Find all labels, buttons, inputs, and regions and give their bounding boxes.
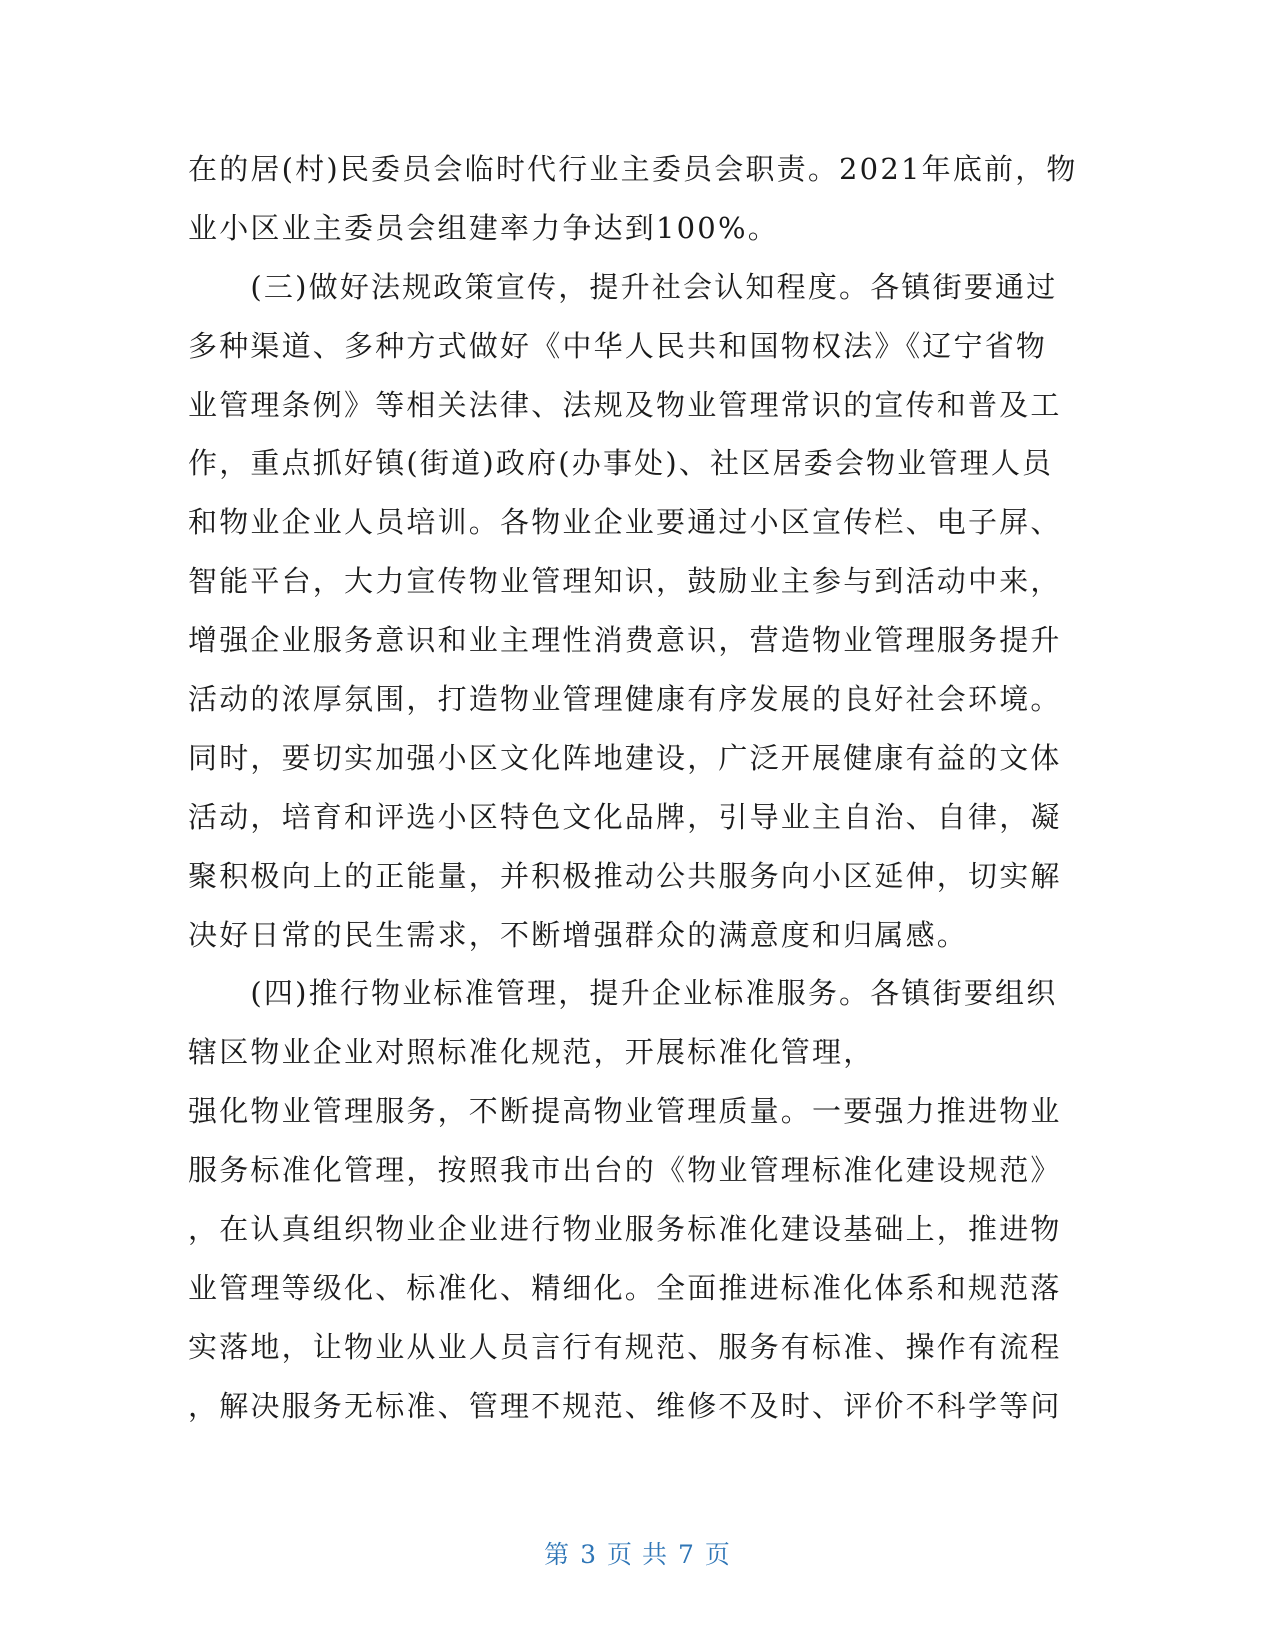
footer-prefix: 第	[544, 1540, 571, 1569]
text-line: 作，重点抓好镇(街道)政府(办事处)、社区居委会物业管理人员	[188, 446, 1054, 481]
text-line: 实落地，让物业从业人员言行有规范、服务有标准、操作有流程	[188, 1329, 1062, 1364]
page-footer	[0, 1535, 1275, 1571]
text-line: 服务标准化管理，按照我市出台的《物业管理标准化建设规范》	[188, 1153, 1062, 1188]
text-line: 决好日常的民生需求，不断增强群众的满意度和归属感。	[188, 917, 969, 952]
text-line: 强化物业管理服务，不断提高物业管理质量。一要强力推进物业	[188, 1094, 1062, 1129]
current-page-number: 3	[580, 1540, 598, 1569]
text-line: ，解决服务无标准、管理不规范、维修不及时、评价不科学等问	[188, 1388, 1062, 1423]
text-line: (三)做好法规政策宣传，提升社会认知程度。各镇街要通过	[188, 269, 1058, 304]
text-line: 多种渠道、多种方式做好《中华人民共和国物权法》《辽宁省物	[188, 328, 1048, 363]
text-line: 业管理等级化、标准化、精细化。全面推进标准化体系和规范落	[188, 1270, 1062, 1305]
text-line: 活动，培育和评选小区特色文化品牌，引导业主自治、自律，凝	[188, 799, 1062, 834]
text-line: 和物业企业人员培训。各物业企业要通过小区宣传栏、电子屏、	[188, 505, 1062, 540]
document-body	[188, 140, 1078, 1436]
text-line: 业管理条例》等相关法律、法规及物业管理常识的宣传和普及工	[188, 387, 1062, 422]
text-line: 聚积极向上的正能量，并积极推动公共服务向小区延伸，切实解	[188, 858, 1062, 893]
text-line: 增强企业服务意识和业主理性消费意识，营造物业管理服务提升	[188, 623, 1062, 658]
text-line: (四)推行物业标准管理，提升企业标准服务。各镇街要组织	[188, 976, 1058, 1011]
footer-suffix: 页	[704, 1540, 731, 1569]
text-line: 同时，要切实加强小区文化阵地建设，广泛开展健康有益的文体	[188, 740, 1062, 775]
text-line: ，在认真组织物业企业进行物业服务标准化建设基础上，推进物	[188, 1212, 1062, 1247]
text-line: 活动的浓厚氛围，打造物业管理健康有序发展的良好社会环境。	[188, 682, 1062, 717]
footer-middle: 页 共	[607, 1540, 668, 1569]
text-line: 辖区物业企业对照标准化规范，开展标准化管理，	[188, 1035, 875, 1070]
text-line: 业小区业主委员会组建率力争达到100%。	[188, 210, 779, 245]
total-pages-number: 7	[677, 1540, 695, 1569]
text-line: 在的居(村)民委员会临时代行业主委员会职责。2021年底前，物	[188, 152, 1078, 186]
text-line: 智能平台，大力宣传物业管理知识，鼓励业主参与到活动中来，	[188, 564, 1062, 599]
